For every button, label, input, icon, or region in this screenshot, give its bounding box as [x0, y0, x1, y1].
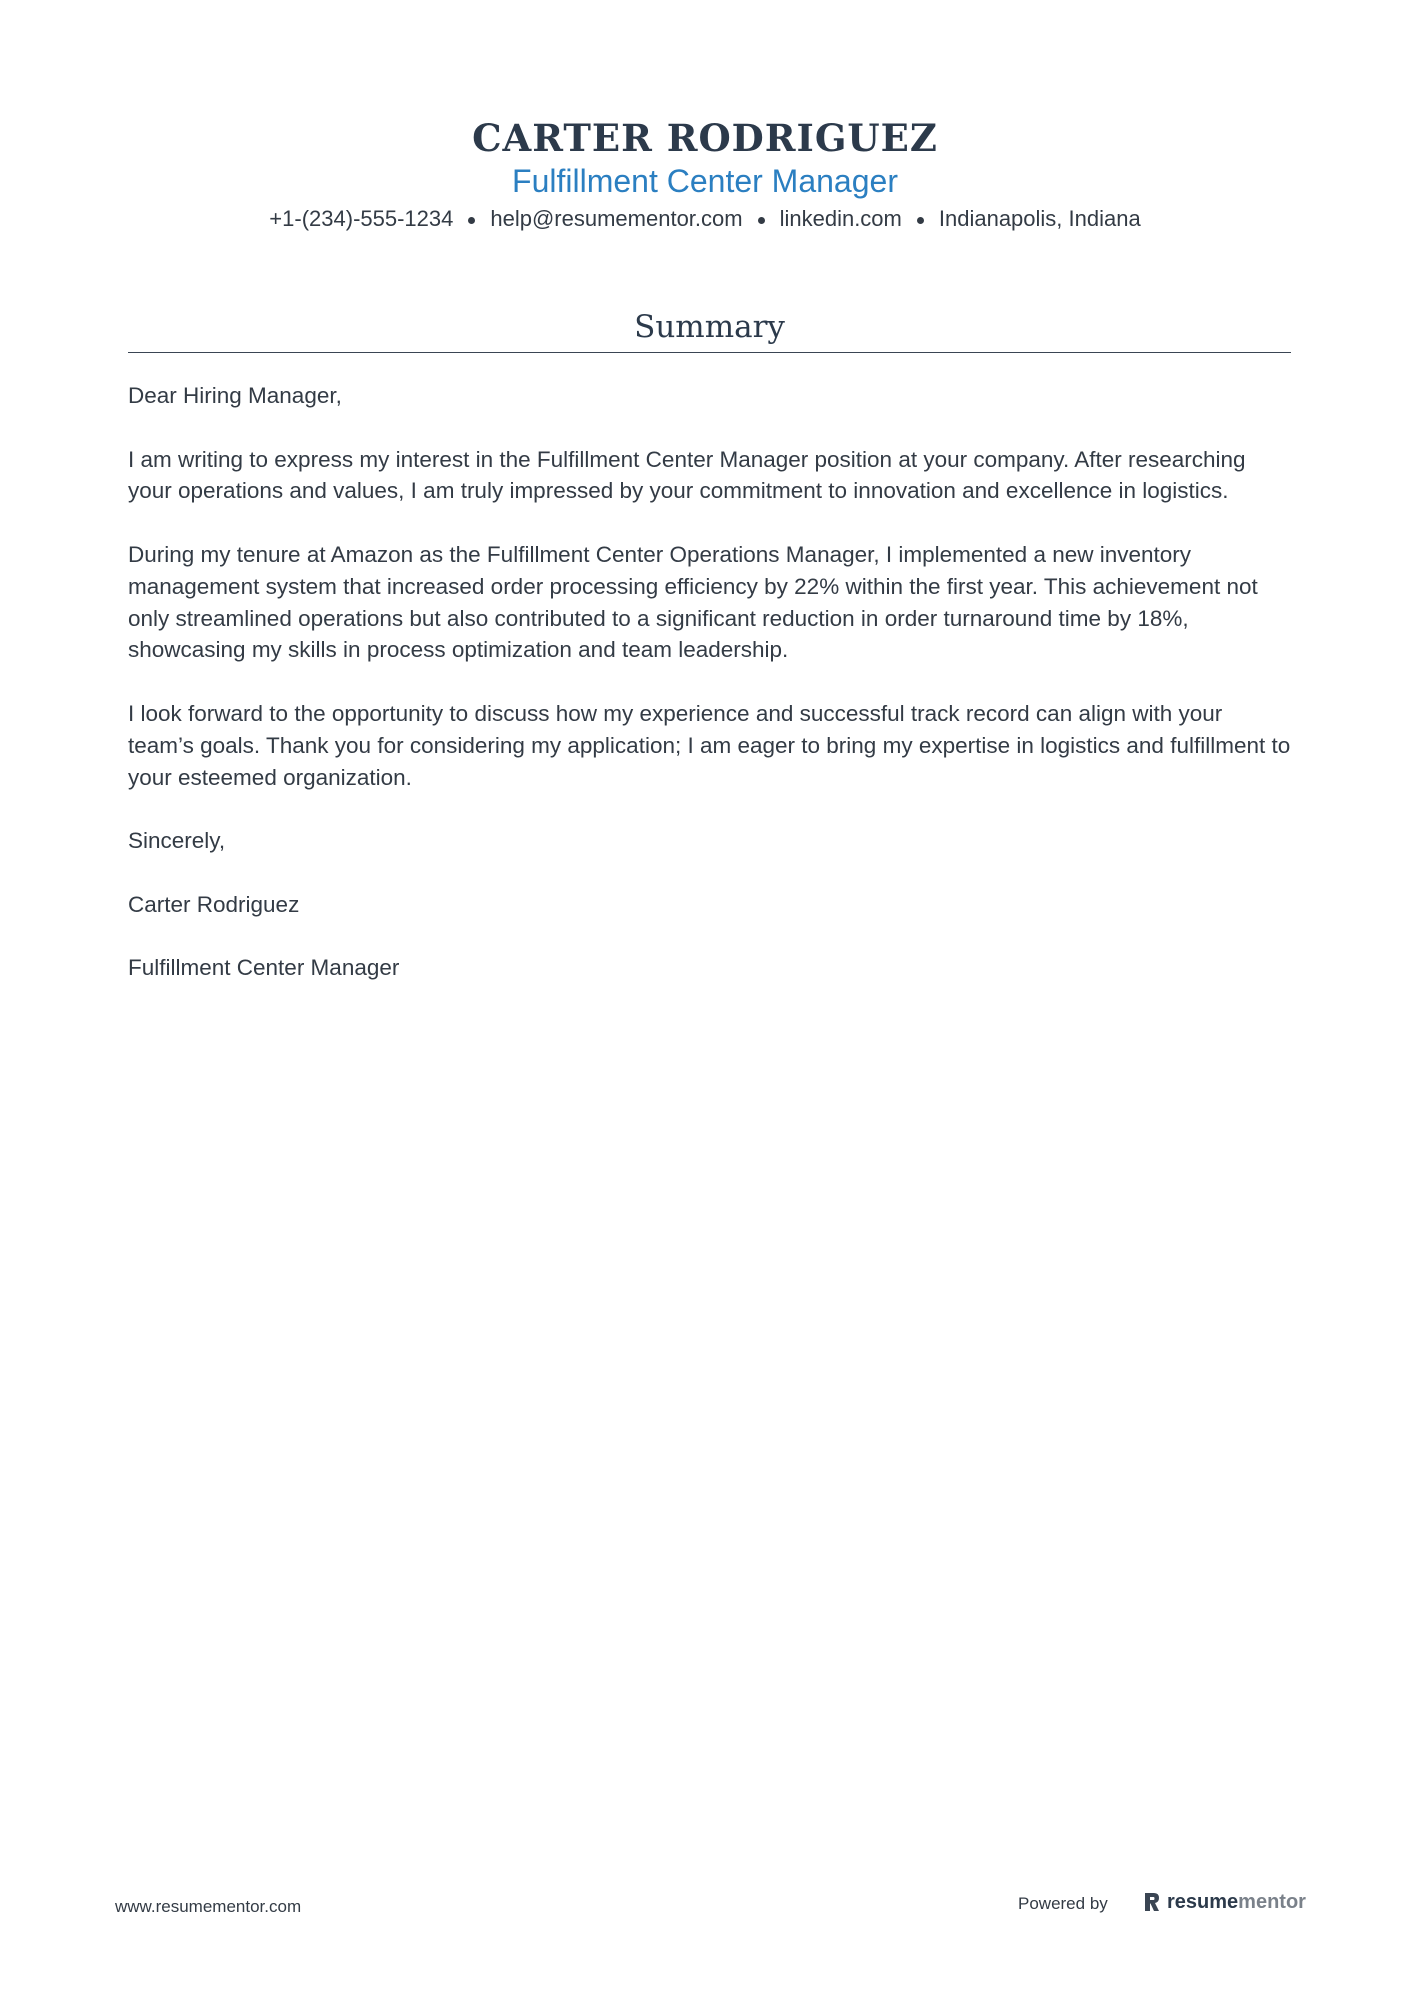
contact-phone: +1-(234)-555-1234 — [269, 206, 454, 231]
footer-website-link[interactable]: www.resumementor.com — [115, 1897, 302, 1916]
letter-header — [0, 112, 1410, 233]
contact-line — [0, 205, 1410, 233]
bullet-separator-icon — [468, 217, 475, 224]
applicant-name: CARTER RODRIGUEZ — [472, 116, 938, 160]
brand-logo[interactable] — [1143, 1888, 1306, 1916]
applicant-role: Fulfillment Center Manager — [512, 163, 898, 199]
letter-closing: Sincerely, — [128, 828, 226, 854]
bullet-separator-icon — [917, 217, 924, 224]
contact-linkedin: linkedin.com — [779, 206, 902, 231]
letter-paragraph: I am writing to express my interest in the Fulfillment Center Manager position at your company. After researching your operations and values, I am truly impressed by your commitment to innovation and excellence in logistics. — [128, 446, 1246, 504]
brand-wordmark-light: mentor — [1238, 1891, 1306, 1913]
signature-title: Fulfillment Center Manager — [128, 955, 400, 981]
resumementor-logo-icon — [1143, 1891, 1161, 1913]
contact-email: help@resumementor.com — [490, 206, 743, 231]
bullet-separator-icon — [758, 217, 765, 224]
brand-wordmark — [1167, 1888, 1306, 1916]
brand-wordmark-strong: resume — [1167, 1891, 1239, 1913]
letter-greeting: Dear Hiring Manager, — [128, 383, 342, 408]
letter-body — [128, 380, 1291, 1016]
section-divider — [128, 352, 1291, 353]
powered-by-label: Powered by — [1018, 1894, 1108, 1913]
signature-name: Carter Rodriguez — [128, 891, 300, 917]
section-title: Summary — [634, 309, 785, 345]
letter-paragraph: I look forward to the opportunity to discuss how my experience and successful track record can align with your team’s goals. Thank you for considering my application; I am eager to bring my expertise in logistics and fulfillment to your esteemed organization. — [128, 700, 1291, 790]
contact-location: Indianapolis, Indiana — [938, 206, 1141, 231]
letter-paragraph: During my tenure at Amazon as the Fulfillment Center Operations Manager, I implemented a new inventory management system that increased order processing efficiency by 22% within the first year. This achievement not only streamlined operations but also contributed to a significant reduction in order turnaround time by 18%, showcasing my skills in process optimization and team leadership. — [128, 541, 1258, 663]
